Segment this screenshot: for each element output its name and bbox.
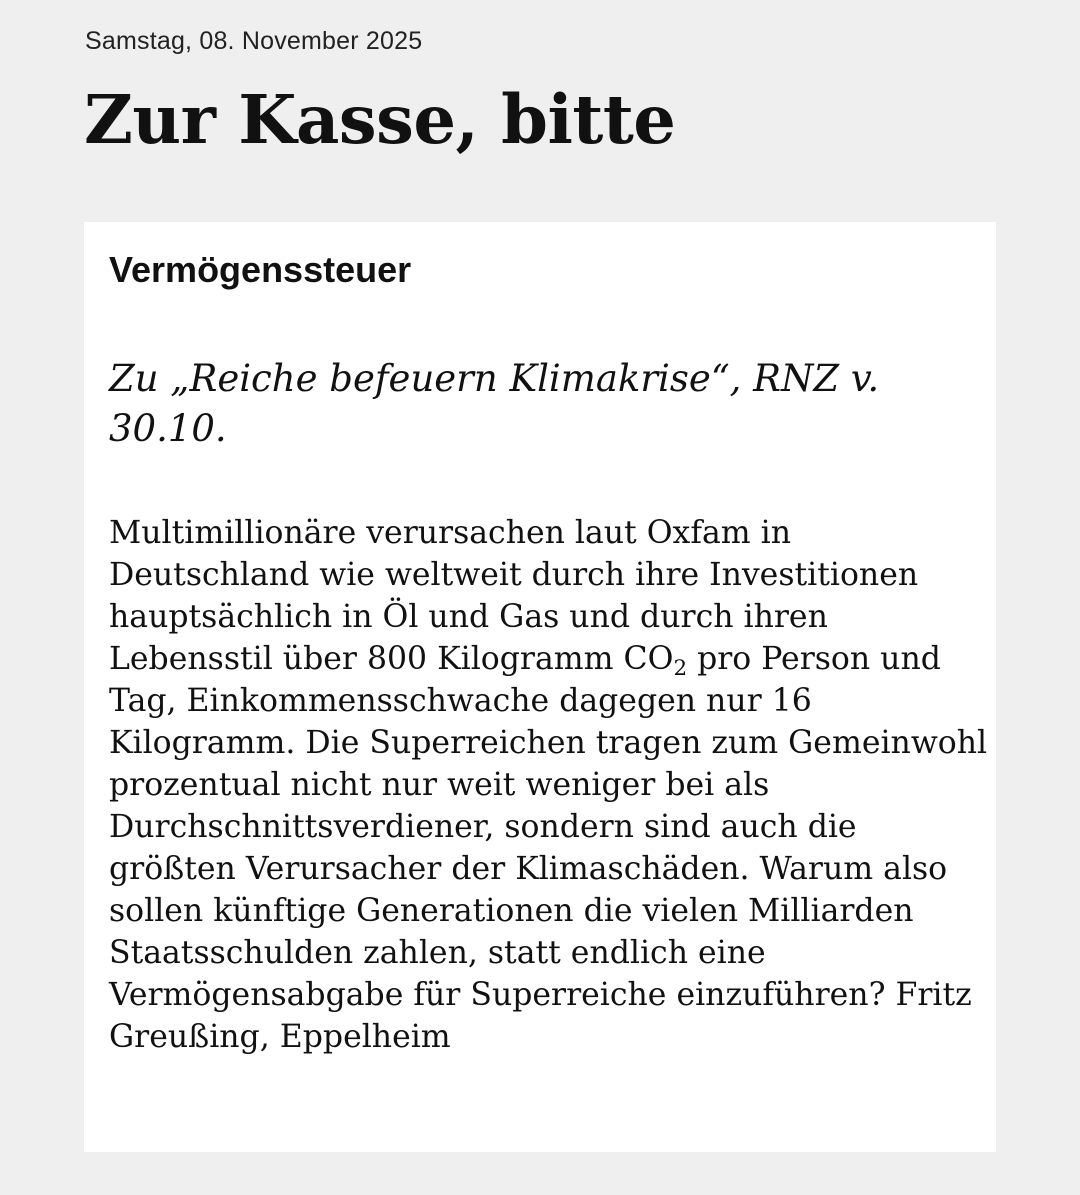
letter-card xyxy=(84,222,996,1152)
publication-date: Samstag, 08. November 2025 xyxy=(85,27,423,55)
letter-body xyxy=(109,512,989,1058)
letter-reference: Zu „Reiche befeuern Klimakrise“, RNZ v. 30.10. xyxy=(109,357,880,450)
letter-topic: Vermögenssteuer xyxy=(109,249,412,290)
letter-body-part2: pro Person und Tag, Einkommensschwache dagegen nur 16 Kilogramm. Die Superreichen tragen zum Gemeinwohl prozentual nicht nur weit weniger bei als Durchschnittsverdiener, sondern sind auch die größten Verursacher der Klimaschäden. Warum also sollen künftige Generationen die vielen Milliarden Staatsschulden zahlen, statt endlich eine Vermögensabgabe für Superreiche einzuführen? Fritz Greußing, Eppelheim xyxy=(109,641,988,1055)
co2-subscript: 2 xyxy=(673,655,688,681)
page-title: Zur Kasse, bitte xyxy=(84,80,676,159)
letter-body-part1: Multimillionäre verursachen laut Oxfam in Deutschland wie weltweit durch ihre Investitionen hauptsächlich in Öl und Gas und durch ihren Lebensstil über 800 Kilogramm CO xyxy=(109,515,919,677)
